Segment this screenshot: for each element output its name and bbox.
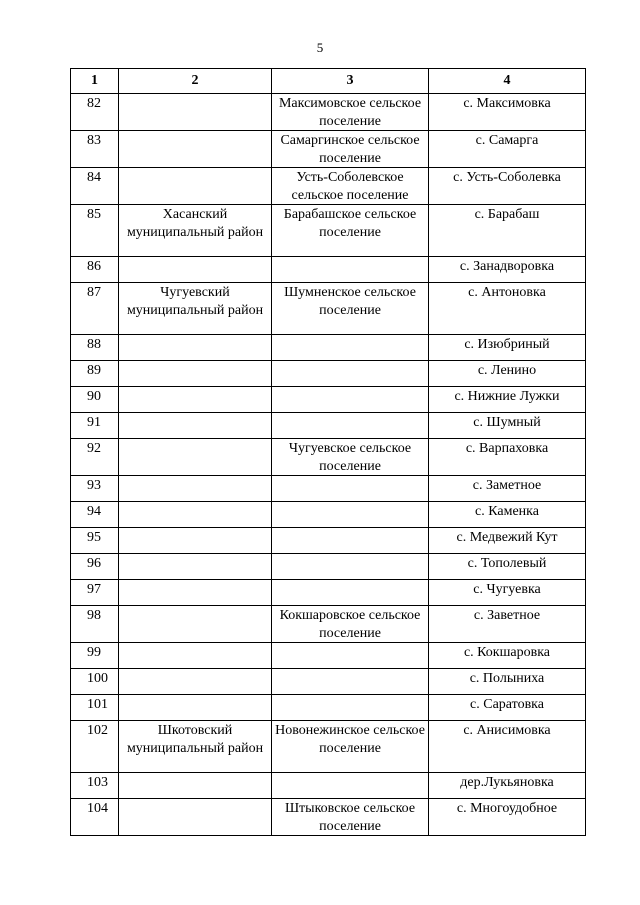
- locality-cell: с. Саратовка: [429, 695, 586, 721]
- row-number-cell: 88: [71, 335, 119, 361]
- row-number-cell: 83: [71, 131, 119, 168]
- locality-cell: с. Занадворовка: [429, 257, 586, 283]
- settlement-cell: [272, 580, 429, 606]
- settlement-cell: [272, 554, 429, 580]
- row-number-cell: 94: [71, 502, 119, 528]
- locality-cell: с. Заветное: [429, 606, 586, 643]
- locality-cell: с. Тополевый: [429, 554, 586, 580]
- settlement-cell: [272, 528, 429, 554]
- settlement-cell: Новонежинское сельское поселение: [272, 721, 429, 773]
- locality-cell: с. Нижние Лужки: [429, 387, 586, 413]
- settlement-cell: Кокшаровское сельское поселение: [272, 606, 429, 643]
- locality-cell: с. Кокшаровка: [429, 643, 586, 669]
- settlement-cell: [272, 335, 429, 361]
- district-cell: [119, 669, 272, 695]
- district-cell: [119, 131, 272, 168]
- settlement-cell: Шумненское сельское поселение: [272, 283, 429, 335]
- locality-cell: с. Усть-Соболевка: [429, 168, 586, 205]
- table-row: [71, 695, 586, 721]
- locality-cell: с. Антоновка: [429, 283, 586, 335]
- settlement-cell: [272, 669, 429, 695]
- locality-cell: с. Анисимовка: [429, 721, 586, 773]
- table-row: [71, 643, 586, 669]
- locality-cell: с. Заметное: [429, 476, 586, 502]
- district-cell: [119, 94, 272, 131]
- settlement-cell: [272, 773, 429, 799]
- table-row: [71, 554, 586, 580]
- locality-cell: с. Изюбриный: [429, 335, 586, 361]
- table-row: [71, 335, 586, 361]
- table-row: [71, 476, 586, 502]
- locality-cell: с. Максимовка: [429, 94, 586, 131]
- table-row: [71, 283, 586, 335]
- header-col-2: 2: [119, 69, 272, 94]
- page-number: 5: [316, 40, 324, 55]
- table-row: [71, 168, 586, 205]
- table-row: [71, 580, 586, 606]
- district-cell: Хасанский муниципальный район: [119, 205, 272, 257]
- table-row: [71, 439, 586, 476]
- district-cell: [119, 606, 272, 643]
- table-row: [71, 413, 586, 439]
- locality-cell: с. Медвежий Кут: [429, 528, 586, 554]
- district-cell: [119, 361, 272, 387]
- header-col-3: 3: [272, 69, 429, 94]
- district-cell: [119, 554, 272, 580]
- district-cell: [119, 257, 272, 283]
- settlement-cell: Самаргинское сельское поселение: [272, 131, 429, 168]
- locality-cell: с. Каменка: [429, 502, 586, 528]
- settlement-cell: [272, 413, 429, 439]
- locality-cell: с. Шумный: [429, 413, 586, 439]
- settlement-cell: Усть-Соболевское сельское поселение: [272, 168, 429, 205]
- header-col-4: 4: [429, 69, 586, 94]
- table-row: [71, 606, 586, 643]
- district-cell: [119, 799, 272, 836]
- row-number-cell: 91: [71, 413, 119, 439]
- settlement-cell: [272, 643, 429, 669]
- row-number-cell: 96: [71, 554, 119, 580]
- locality-cell: с. Многоудобное: [429, 799, 586, 836]
- row-number-cell: 86: [71, 257, 119, 283]
- table-row: [71, 528, 586, 554]
- district-cell: [119, 476, 272, 502]
- table-row: [71, 131, 586, 168]
- row-number-cell: 100: [71, 669, 119, 695]
- table-body: [71, 94, 586, 836]
- settlement-cell: [272, 361, 429, 387]
- table-row: [71, 721, 586, 773]
- district-cell: [119, 528, 272, 554]
- row-number-cell: 92: [71, 439, 119, 476]
- row-number-cell: 90: [71, 387, 119, 413]
- row-number-cell: 98: [71, 606, 119, 643]
- locality-cell: с. Полыниха: [429, 669, 586, 695]
- locality-cell: с. Барабаш: [429, 205, 586, 257]
- district-cell: [119, 413, 272, 439]
- table-row: [71, 387, 586, 413]
- locality-cell: с. Чугуевка: [429, 580, 586, 606]
- settlement-cell: Штыковское сельское поселение: [272, 799, 429, 836]
- table-row: [71, 94, 586, 131]
- table-row: [71, 205, 586, 257]
- district-cell: Шкотовский муниципальный район: [119, 721, 272, 773]
- district-cell: [119, 439, 272, 476]
- settlement-cell: [272, 695, 429, 721]
- settlement-cell: Максимовское сельское поселение: [272, 94, 429, 131]
- table-row: [71, 773, 586, 799]
- row-number-cell: 82: [71, 94, 119, 131]
- locality-cell: с. Варпаховка: [429, 439, 586, 476]
- row-number-cell: 93: [71, 476, 119, 502]
- row-number-cell: 85: [71, 205, 119, 257]
- header-col-1: 1: [71, 69, 119, 94]
- row-number-cell: 103: [71, 773, 119, 799]
- row-number-cell: 84: [71, 168, 119, 205]
- table-row: [71, 361, 586, 387]
- settlement-cell: [272, 257, 429, 283]
- district-cell: [119, 335, 272, 361]
- table-row: [71, 502, 586, 528]
- row-number-cell: 87: [71, 283, 119, 335]
- district-cell: [119, 643, 272, 669]
- table-row: [71, 799, 586, 836]
- settlement-cell: [272, 387, 429, 413]
- row-number-cell: 89: [71, 361, 119, 387]
- table-header-row: [71, 69, 586, 94]
- district-cell: [119, 168, 272, 205]
- settlement-cell: Чугуевское сельское поселение: [272, 439, 429, 476]
- row-number-cell: 101: [71, 695, 119, 721]
- settlement-cell: Барабашское сельское поселение: [272, 205, 429, 257]
- district-cell: [119, 695, 272, 721]
- row-number-cell: 97: [71, 580, 119, 606]
- row-number-cell: 104: [71, 799, 119, 836]
- locality-cell: с. Ленино: [429, 361, 586, 387]
- locality-cell: с. Самарга: [429, 131, 586, 168]
- table-row: [71, 669, 586, 695]
- district-cell: [119, 580, 272, 606]
- settlement-cell: [272, 476, 429, 502]
- table-row: [71, 257, 586, 283]
- row-number-cell: 99: [71, 643, 119, 669]
- row-number-cell: 102: [71, 721, 119, 773]
- district-cell: Чугуевский муниципальный район: [119, 283, 272, 335]
- settlements-table: [70, 68, 586, 836]
- district-cell: [119, 773, 272, 799]
- row-number-cell: 95: [71, 528, 119, 554]
- locality-cell: дер.Лукьяновка: [429, 773, 586, 799]
- district-cell: [119, 502, 272, 528]
- district-cell: [119, 387, 272, 413]
- settlement-cell: [272, 502, 429, 528]
